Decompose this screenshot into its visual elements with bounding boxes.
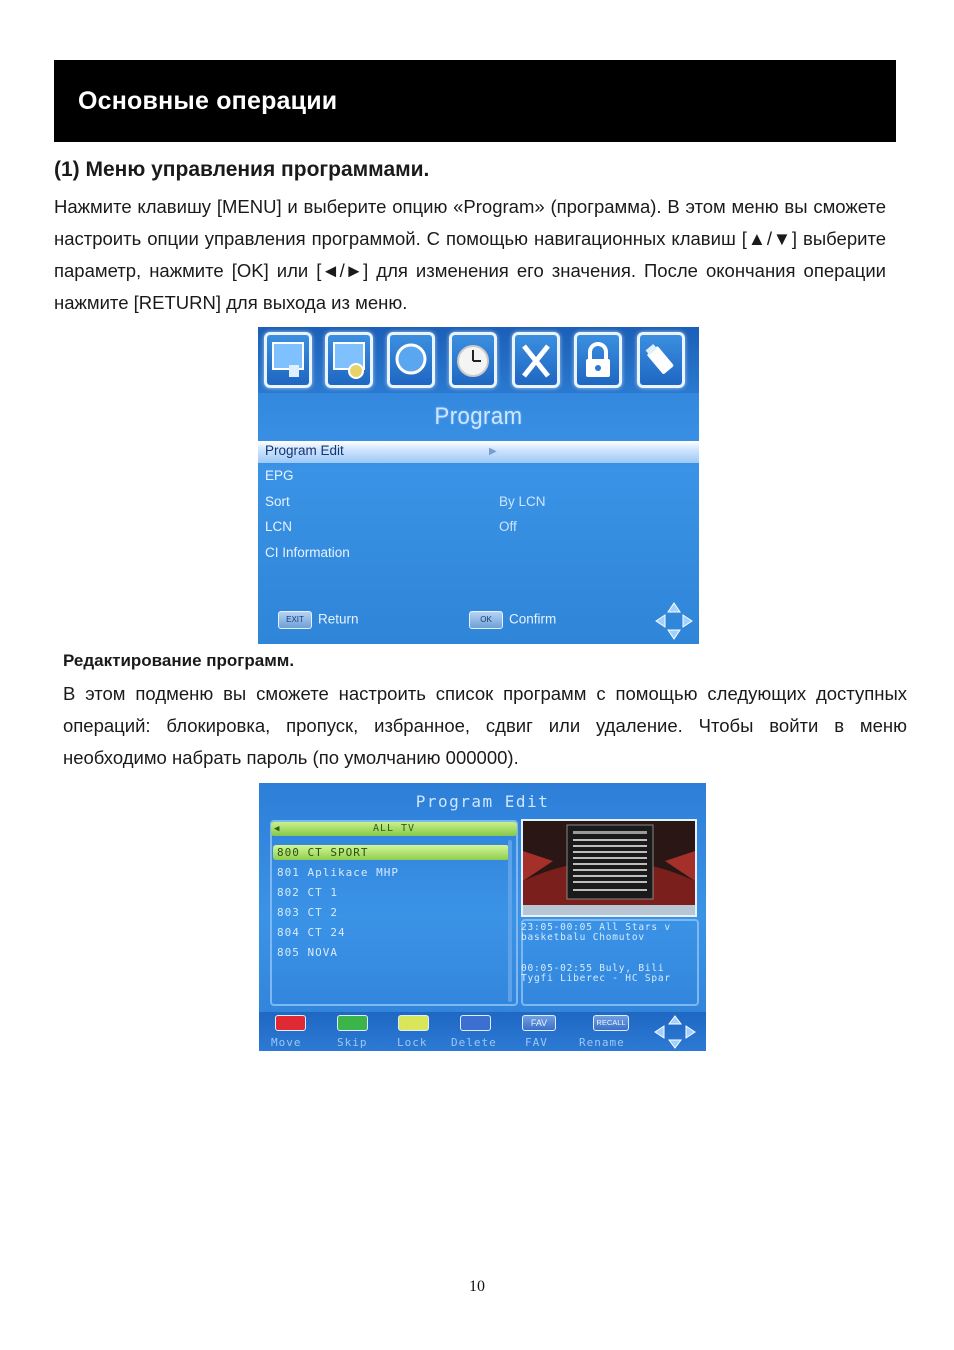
video-preview (521, 819, 697, 917)
return-label: Return (318, 611, 359, 627)
epg-event-title: basketbalu Chomutov (521, 932, 645, 943)
yellow-key-button[interactable] (398, 1015, 429, 1031)
section-title: (1) Меню управления программами. (54, 158, 430, 181)
menu-item-label: Sort (265, 494, 290, 509)
menu-item-sort[interactable] (258, 492, 699, 514)
section-header-bar (54, 60, 896, 142)
confirm-label: Confirm (509, 611, 557, 627)
green-key-button[interactable] (337, 1015, 368, 1031)
clock-icon (449, 332, 497, 388)
channel-item[interactable]: 800 CT SPORT (273, 845, 509, 860)
intro-paragraph: Нажмите клавишу [MENU] и выберите опцию «Program» (программа). В этом меню вы сможете настроить опции управления программой. С помощью навигационных клавиш [▲/▼] выберите параметр, нажмите [OK] или [◄/►] для изменения его значения. После окончания операции нажмите [RETURN] для выхода из меню. (54, 196, 886, 313)
tools-icon (512, 332, 560, 388)
confirm-button[interactable] (469, 611, 556, 631)
return-button[interactable] (278, 611, 359, 631)
usb-icon (637, 332, 685, 388)
channel-group-selector[interactable] (271, 822, 517, 836)
channel-item[interactable]: 805 NOVA (277, 946, 338, 959)
menu-item-ci-information[interactable] (258, 543, 699, 565)
program-edit-title: Program Edit (415, 792, 550, 811)
channel-item[interactable]: 803 CT 2 (277, 906, 338, 919)
exit-key-icon: EXIT (278, 611, 312, 629)
channel-item[interactable]: 801 Aplikace MHP (277, 866, 399, 879)
settings-icon (325, 332, 373, 388)
menu-item-lcn[interactable] (258, 517, 699, 539)
program-edit-screenshot (259, 783, 706, 1051)
delete-label: Delete (451, 1036, 497, 1049)
chevron-left-icon: ◀ (274, 824, 281, 834)
channel-item[interactable]: 804 CT 24 (277, 926, 346, 939)
move-label: Move (271, 1036, 302, 1049)
program-menu-screenshot (258, 327, 699, 644)
page-title: Основные операции (78, 87, 338, 115)
picture-icon (264, 332, 312, 388)
channel-item[interactable]: 802 CT 1 (277, 886, 338, 899)
subsection-paragraph: В этом подменю вы сможете настроить список программ с помощью следующих доступных операций: блокировка, пропуск, избранное, сдвиг или удаление. Чтобы войти в меню необходимо набрать пароль (по умолчанию 000000). (63, 683, 907, 768)
recall-key-button[interactable]: RECALL (593, 1015, 629, 1031)
ok-key-icon: OK (469, 611, 503, 629)
skip-label: Skip (337, 1036, 368, 1049)
epg-event-time: 23:05-00:05 All Stars v (521, 922, 671, 933)
page-number: 10 (469, 1278, 485, 1295)
blue-key-button[interactable] (460, 1015, 491, 1031)
menu-item-program-edit[interactable] (258, 441, 699, 463)
menu-item-label: Program Edit (265, 443, 344, 458)
subsection-title: Редактирование программ. (63, 651, 295, 670)
fav-label: FAV (525, 1036, 548, 1049)
navigation-arrows-icon (653, 1015, 697, 1049)
menu-item-value: By LCN (499, 494, 546, 509)
scoreboard-preview-image (523, 821, 695, 915)
channel-group-label: ALL TV (372, 823, 416, 834)
menu-item-epg[interactable] (258, 466, 699, 488)
epg-event-title: Tygfi Liberec - HC Spar (521, 973, 671, 984)
submenu-arrow-icon: ▶ (489, 446, 497, 457)
epg-event-1 (521, 923, 699, 943)
rename-label: Rename (579, 1036, 625, 1049)
menu-item-label: EPG (265, 468, 294, 483)
channel-list-scrollbar[interactable] (508, 840, 512, 1002)
fav-key-button[interactable]: FAV (522, 1015, 556, 1031)
menu-item-label: CI Information (265, 545, 350, 560)
menu-item-label: LCN (265, 519, 293, 534)
menu-item-value: Off (499, 519, 517, 534)
lock-label: Lock (397, 1036, 428, 1049)
navigation-arrows-icon (654, 601, 694, 641)
lock-icon (574, 332, 622, 388)
program-menu-title: Program (434, 403, 523, 430)
red-key-button[interactable] (275, 1015, 306, 1031)
epg-event-2 (521, 964, 699, 984)
epg-event-time: 00:05-02:55 Buly, Bili (521, 963, 665, 974)
search-icon (387, 332, 435, 388)
